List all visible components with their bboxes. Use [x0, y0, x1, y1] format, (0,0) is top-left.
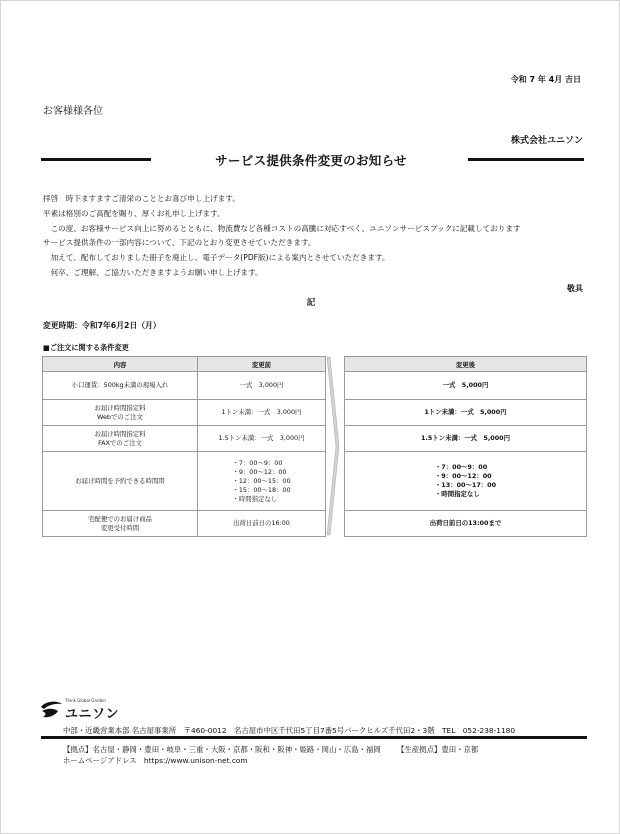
conditions-after-table — [344, 356, 587, 537]
ki-heading: 記 — [306, 298, 316, 308]
before-cell: 出荷日前日の16:00 — [198, 511, 326, 537]
table-row — [43, 511, 326, 537]
body-line: この度、お客様サービス向上に努めるとともに、物流費など各種コストの高騰に対応すべく、ユニソンサービスブックに記載しております — [43, 223, 521, 233]
office-address: 中部・近畿営業本部 名古屋事業所 〒460-0012 名古屋市中区千代田5丁目7番5号パークヒルズ千代田2・3階 TEL 052-238-1180 — [63, 726, 516, 735]
logo-name: ユニソン — [65, 707, 120, 722]
after-cell: 1トン未満：一式 5,000円 — [345, 400, 587, 426]
table-row — [345, 452, 587, 511]
chevron-right-icon — [326, 356, 340, 536]
before-cell: 一式 3,000円 — [198, 372, 326, 400]
logo-tagline: Think Global Garden — [65, 698, 106, 703]
letter-body — [43, 192, 521, 281]
page-title: サービス提供条件変更のお知らせ — [215, 153, 407, 168]
footer-rule — [41, 736, 587, 739]
section-title: ■ご注文に関する条件変更 — [43, 343, 129, 352]
after-cell: ・7：00～9：00 ・9：00～12：00 ・13：00～17：00 ・時間指定なし — [345, 452, 587, 511]
table-row — [43, 452, 326, 511]
header-after: 変更後 — [345, 357, 587, 372]
before-cell: ・7：00～9：00 ・9：00～12：00 ・12：00～15：00 ・15：00～18：00 ・時間指定なし — [198, 452, 326, 511]
content-cell: お届け時間を予約できる時間帯 — [43, 452, 198, 511]
table-row — [345, 372, 587, 400]
change-date: 変更時期：令和7年6月2日（月） — [43, 321, 161, 330]
after-cell: 1.5トン未満：一式 5,000円 — [345, 426, 587, 452]
body-line: 何卒、ご理解、ご協力いただきますようお願い申し上げます。 — [43, 267, 263, 277]
table-row — [43, 372, 326, 400]
company-logo-icon — [39, 699, 63, 721]
content-cell: お届け時間指定料 FAXでのご注文 — [43, 426, 198, 452]
conditions-before-table — [42, 356, 326, 537]
body-line: サービス提供条件の一部内容について、下記のとおり変更させていただきます。 — [43, 238, 316, 248]
table-row — [43, 426, 326, 452]
body-line: 加えて、配布しておりました冊子を廃止し、電子データ(PDF版)による案内とさせていただきます。 — [43, 253, 390, 263]
before-cell: 1.5トン未満：一式 3,000円 — [198, 426, 326, 452]
body-line: 拝啓 時下ますますご清栄のこととお喜び申し上げます。 — [43, 194, 240, 203]
header-content: 内容 — [43, 357, 198, 372]
title-rule-right — [468, 158, 584, 161]
header-before: 変更前 — [198, 357, 326, 372]
office-locations: 【拠点】名古屋・静岡・豊田・岐阜・三重・大阪・京都・阪和・阪神・姫路・岡山・広島・福岡 — [63, 745, 381, 754]
after-cell: 一式 5,000円 — [345, 372, 587, 400]
after-cell: 出荷日前日の13:00まで — [345, 511, 587, 537]
company-name: 株式会社ユニソン — [510, 136, 583, 146]
issue-date: 令和 7 年 4月 吉日 — [510, 75, 581, 84]
production-sites: 【生産拠点】豊田・京都 — [397, 745, 479, 754]
before-cell: 1トン未満：一式 3,000円 — [198, 400, 326, 426]
content-cell: 宅配便でのお届け商品 変更受付時間 — [43, 511, 198, 537]
closing-word: 敬具 — [567, 284, 583, 293]
content-cell: 小口運賃：500kg未満の現場入れ — [43, 372, 198, 400]
body-line: 平素は格別のご高配を賜り、厚くお礼申し上げます。 — [43, 208, 225, 218]
content-cell: お届け時間指定料 Webでのご注文 — [43, 400, 198, 426]
homepage-address[interactable]: ホームページアドレス https://www.unison-net.com — [63, 756, 248, 765]
table-row — [345, 511, 587, 537]
table-row — [345, 400, 587, 426]
table-row — [345, 426, 587, 452]
table-row — [43, 400, 326, 426]
addressee: お客様様各位 — [43, 106, 103, 117]
